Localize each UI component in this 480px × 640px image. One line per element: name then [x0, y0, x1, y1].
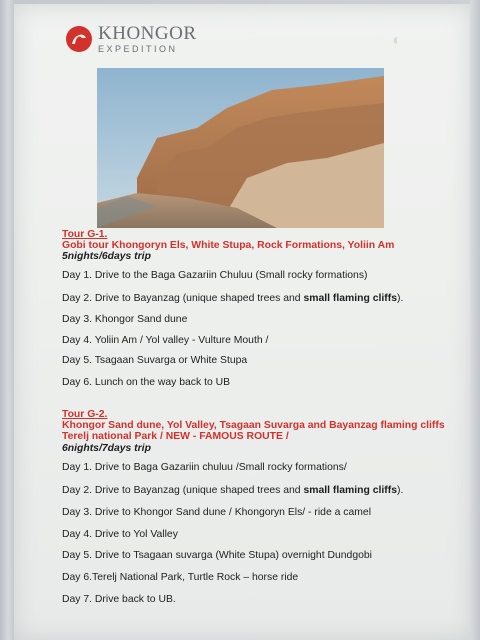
brand-logo — [64, 24, 197, 54]
tour-g2-day — [62, 594, 176, 605]
day-bold-text: small flaming cliffs — [303, 293, 397, 304]
day-text: Day 4. Yoliin Am / Yol valley - Vulture Mouth / — [62, 335, 269, 346]
day-bold-text: small flaming cliffs — [303, 485, 397, 496]
day-text: Day 6.Terelj National Park, Turtle Rock – horse ride — [62, 572, 299, 583]
day-text: Day 1. Drive to the Baga Gazariin Chuluu (Small rocky formations) — [62, 270, 368, 281]
tour-g1-day — [62, 270, 368, 281]
tour-g1-title: Gobi tour Khongoryn Els, White Stupa, Rock Formations, Yoliin Am — [62, 240, 395, 251]
tour-g2-day — [62, 529, 178, 540]
day-text: Day 5. Tsagaan Suvarga or White Stupa — [62, 355, 248, 366]
tour-g2-day — [62, 485, 403, 496]
day-text: Day 6. Lunch on the way back to UB — [62, 377, 231, 388]
brand-subtitle: EXPEDITION — [98, 44, 178, 54]
brand-name: KHONGOR — [98, 23, 197, 44]
khongor-logo-icon — [64, 24, 94, 54]
tour-g1-day — [62, 377, 230, 388]
day-text: Day 2. Drive to Bayanzag (unique shaped trees and — [62, 293, 304, 304]
tour-g2-day — [62, 507, 371, 518]
day-text: Day 3. Khongor Sand dune — [62, 314, 188, 325]
tour-g2-code: Tour G-2. — [62, 409, 108, 420]
day-text: Day 1. Drive to Baga Gazariin chuluu /Small rocky formations/ — [62, 462, 347, 473]
sleeve-edge — [470, 0, 480, 640]
tour-g1-code: Tour G-1. — [62, 229, 108, 240]
tour-g2-day — [62, 550, 372, 561]
tour-g2-day — [62, 462, 347, 473]
day-text-end: ). — [397, 485, 404, 496]
tour-g1-day — [62, 293, 403, 304]
tour-g2-title-line2: Terelj national Park / NEW - FAMOUS ROUTE / — [62, 431, 289, 442]
day-text: Day 5. Drive to Tsagaan suvarga (White Stupa) overnight Dundgobi — [62, 550, 372, 561]
day-text: Day 2. Drive to Bayanzag (unique shaped trees and — [62, 485, 304, 496]
tour-g1-duration: 5nights/6days trip — [62, 251, 151, 262]
tour-g2-duration: 6nights/7days trip — [62, 443, 151, 454]
tour-g1-day — [62, 355, 247, 366]
tour-g2-day — [62, 572, 298, 583]
show-through-logo: ◐ — [392, 32, 402, 49]
day-text: Day 3. Drive to Khongor Sand dune / Khongoryn Els/ - ride a camel — [62, 507, 371, 518]
day-text: Day 4. Drive to Yol Valley — [62, 529, 178, 540]
day-text: Day 7. Drive back to UB. — [62, 594, 176, 605]
landscape-photo — [97, 68, 384, 228]
day-text-end: ). — [397, 293, 404, 304]
tour-g1-day — [62, 335, 268, 346]
tour-g1-day — [62, 314, 187, 325]
tour-g2-title-line1: Khongor Sand dune, Yol Valley, Tsagaan Suvarga and Bayanzag flaming cliffs — [62, 420, 445, 431]
